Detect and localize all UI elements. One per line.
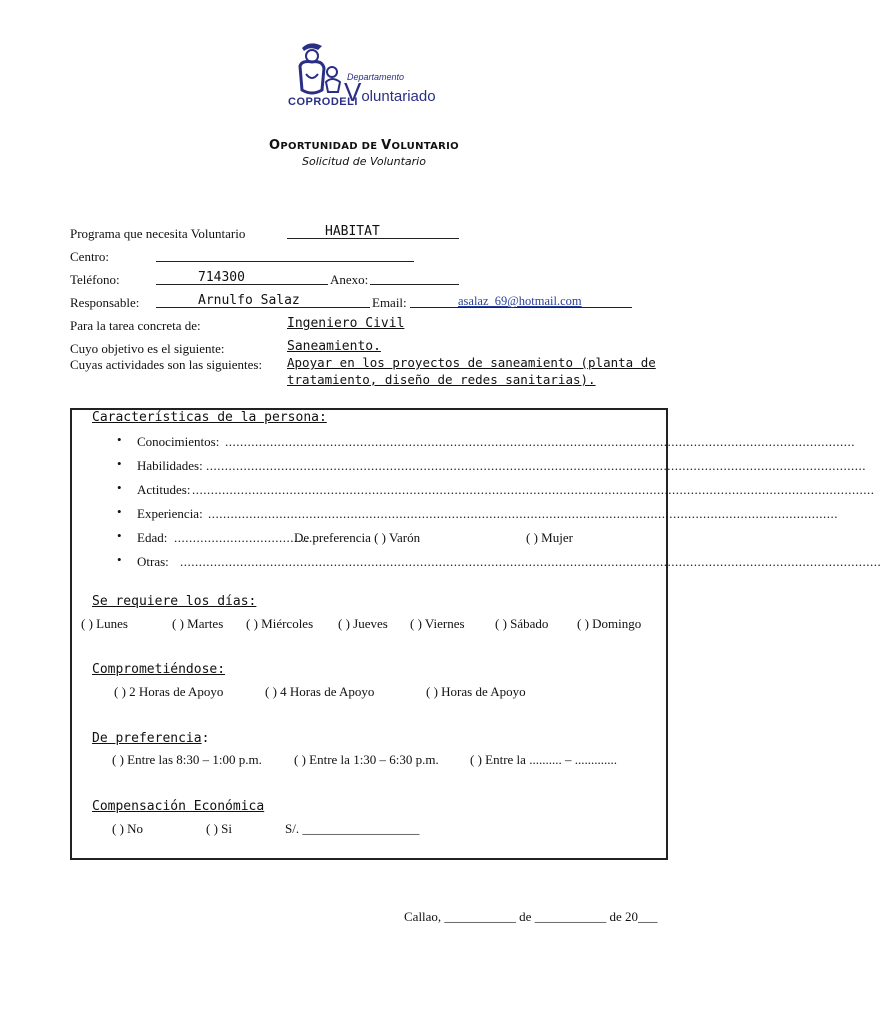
otras-label: Otras: xyxy=(137,554,169,569)
experiencia-label: Experiencia: xyxy=(137,506,203,521)
horario-custom-option[interactable]: ( ) Entre la .......... – ............. xyxy=(470,752,617,767)
bullet-icon: • xyxy=(117,480,122,495)
page-title xyxy=(0,138,728,153)
bullet-icon: • xyxy=(117,552,122,567)
actitudes-field[interactable]: ...................................................................................................................................................................................... xyxy=(192,482,875,497)
email-link[interactable]: asalaz_69@hotmail.com xyxy=(458,294,582,308)
conocimientos-label: Conocimientos: xyxy=(137,434,220,449)
persona-title: Características de la persona: xyxy=(92,410,327,425)
requirements-box xyxy=(70,408,881,860)
anexo-label: Anexo: xyxy=(330,272,369,287)
day-viernes[interactable]: ( ) Viernes xyxy=(410,616,465,631)
day-jueves[interactable]: ( ) Jueves xyxy=(338,616,388,631)
programa-field[interactable] xyxy=(287,224,459,239)
otras-field[interactable]: ........................................................................................................................................................................................... xyxy=(180,554,881,569)
actividades-label: Cuyas actividades son las siguientes: xyxy=(70,357,263,372)
actividades-line-1: Apoyar en los proyectos de saneamiento (planta de xyxy=(287,355,656,370)
title-v-letter: V xyxy=(381,138,392,153)
bullet-icon: • xyxy=(117,432,122,447)
preferencia-colon: : xyxy=(201,731,210,746)
horas-custom-option[interactable]: ( ) Horas de Apoyo xyxy=(426,684,526,699)
horas-4-option[interactable]: ( ) 4 Horas de Apoyo xyxy=(265,684,375,699)
habilidades-label: Habilidades: xyxy=(137,458,203,473)
day-miercoles[interactable]: ( ) Miércoles xyxy=(246,616,314,631)
mujer-option[interactable]: ( ) Mujer xyxy=(526,530,573,545)
title-mid: PORTUNIDAD DE xyxy=(280,141,382,152)
edad-label: Edad: xyxy=(137,530,168,545)
objetivo-value: Saneamiento. xyxy=(287,339,381,354)
volunteer-figure-icon xyxy=(288,38,348,98)
title-first-letter: O xyxy=(269,138,281,153)
bullet-icon: • xyxy=(117,456,122,471)
actitudes-label: Actitudes: xyxy=(137,482,191,497)
fecha-line[interactable]: Callao, ___________ de ___________ de 20___ xyxy=(404,909,658,924)
edad-field[interactable]: ...................................... xyxy=(174,530,317,545)
centro-label: Centro: xyxy=(70,249,109,264)
title-end: OLUNTARIO xyxy=(391,141,459,152)
compromiso-title: Comprometiéndose: xyxy=(92,662,226,677)
compensacion-monto-field[interactable]: S/. __________________ xyxy=(285,821,420,836)
preferencia-title-wrap xyxy=(92,730,209,746)
preferencia-title: De preferencia xyxy=(92,731,202,746)
tarea-label: Para la tarea concreta de: xyxy=(70,318,201,333)
actividades-line-2: tratamiento, diseño de redes sanitarias). xyxy=(287,372,596,387)
habilidades-field[interactable]: ................................................................................................................................................................................ xyxy=(206,458,866,473)
tarea-value: Ingeniero Civil xyxy=(287,316,405,331)
responsable-label: Responsable: xyxy=(70,295,140,310)
compensacion-no-option[interactable]: ( ) No xyxy=(112,821,144,836)
telefono-field[interactable] xyxy=(156,270,328,285)
bullet-icon: • xyxy=(117,504,122,519)
objetivo-label: Cuyo objetivo es el siguiente: xyxy=(70,341,225,356)
horario-manana-option[interactable]: ( ) Entre las 8:30 – 1:00 p.m. xyxy=(112,752,262,767)
logo-vol-rest: oluntariado xyxy=(361,88,436,105)
day-lunes[interactable]: ( ) Lunes xyxy=(81,616,128,631)
horario-tarde-option[interactable]: ( ) Entre la 1:30 – 6:30 p.m. xyxy=(294,752,439,767)
logo-dept-label: Departamento xyxy=(347,72,405,82)
compensacion-title: Compensación Económica xyxy=(92,799,265,814)
bullet-icon: • xyxy=(117,528,122,543)
email-field[interactable] xyxy=(410,293,632,308)
conocimientos-field[interactable]: ........................................................................................................................................................................ xyxy=(225,434,855,449)
programa-label: Programa que necesita Voluntario xyxy=(70,226,246,241)
coprodeli-logo xyxy=(284,38,444,118)
day-martes[interactable]: ( ) Martes xyxy=(172,616,224,631)
responsable-value: Arnulfo Salaz xyxy=(198,293,300,308)
logo-org-name: COPRODELI xyxy=(288,96,358,108)
programa-value: HABITAT xyxy=(325,224,380,239)
compensacion-si-option[interactable]: ( ) Si xyxy=(206,821,232,836)
dias-title: Se requiere los días: xyxy=(92,594,257,609)
day-sabado[interactable]: ( ) Sábado xyxy=(495,616,549,631)
page-subtitle: Solicitud de Voluntario xyxy=(302,155,426,168)
centro-field[interactable] xyxy=(156,247,414,262)
experiencia-field[interactable]: ........................................................................................................................................................................ xyxy=(208,506,838,521)
day-domingo[interactable]: ( ) Domingo xyxy=(577,616,642,631)
anexo-field[interactable] xyxy=(370,270,459,285)
email-label: Email: xyxy=(372,295,407,310)
telefono-label: Teléfono: xyxy=(70,272,120,287)
horas-2-option[interactable]: ( ) 2 Horas de Apoyo xyxy=(114,684,224,699)
responsable-field[interactable] xyxy=(156,293,370,308)
varon-option[interactable]: De preferencia ( ) Varón xyxy=(294,530,421,545)
logo-vol-initial: V xyxy=(344,77,362,107)
telefono-value: 714300 xyxy=(198,270,245,285)
